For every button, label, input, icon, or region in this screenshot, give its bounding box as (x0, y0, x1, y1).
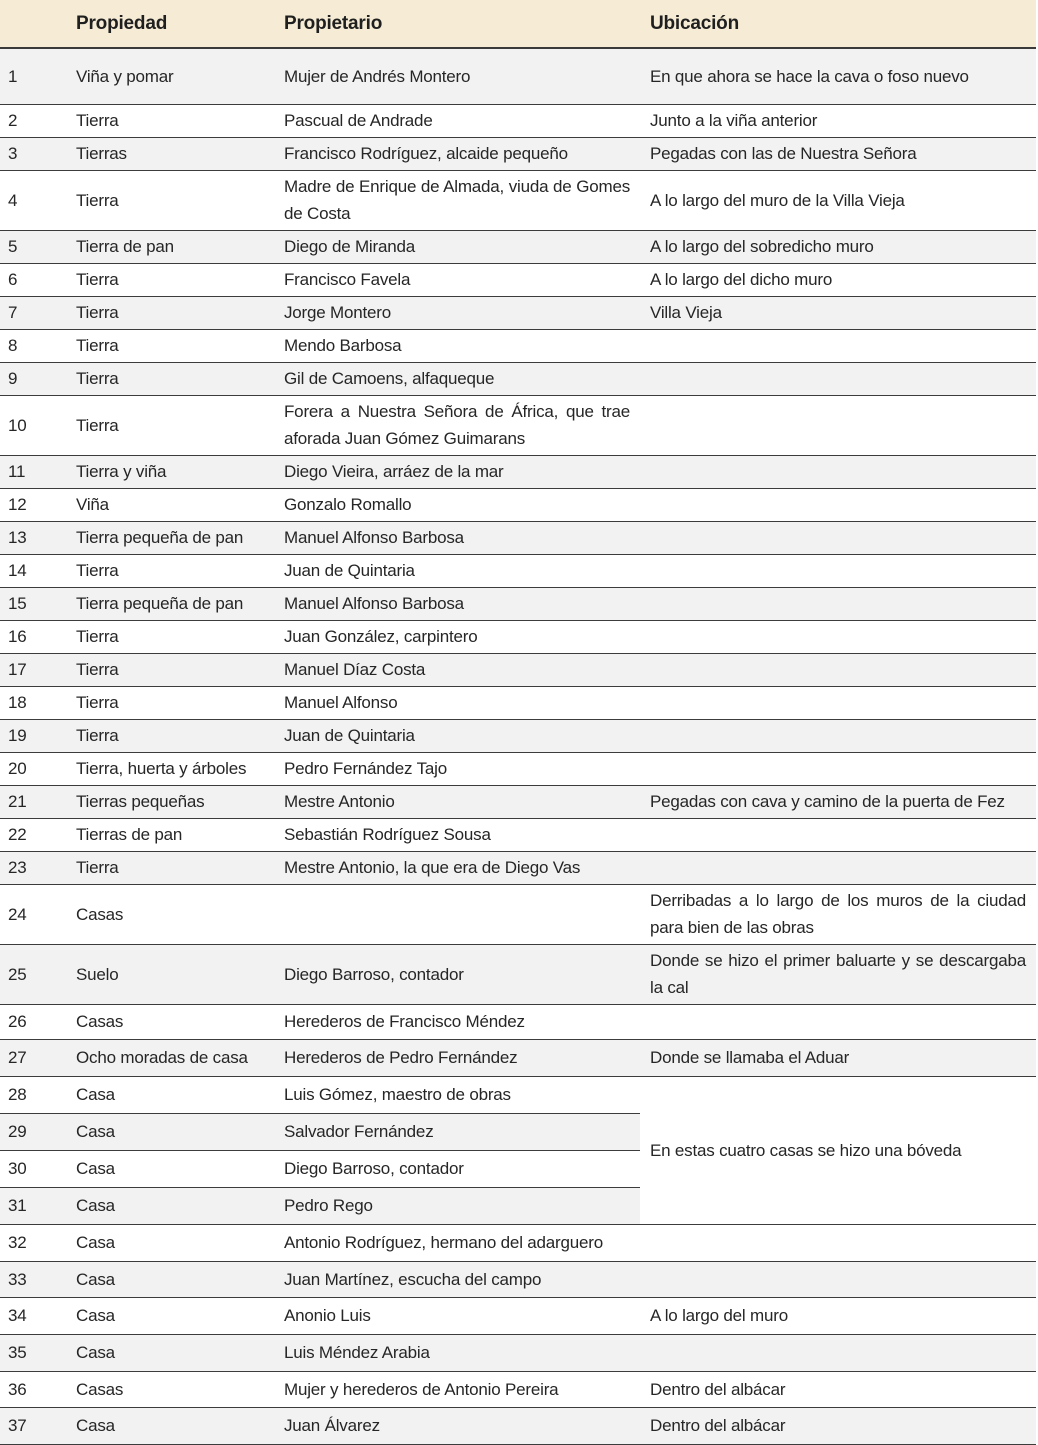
row-owner: Mestre Antonio, la que era de Diego Vas (274, 851, 640, 884)
row-property: Tierra (66, 170, 274, 230)
row-location (640, 653, 1036, 686)
row-number: 27 (0, 1039, 66, 1076)
row-property: Tierra (66, 104, 274, 137)
row-property: Tierra (66, 362, 274, 395)
row-number: 19 (0, 719, 66, 752)
table-row (0, 521, 1036, 554)
row-owner: Gil de Camoens, alfaqueque (274, 362, 640, 395)
row-property: Tierra (66, 263, 274, 296)
row-location (640, 1004, 1036, 1039)
table-row (0, 1371, 1036, 1407)
row-owner: Manuel Díaz Costa (274, 653, 640, 686)
row-number: 28 (0, 1076, 66, 1113)
row-number: 24 (0, 884, 66, 944)
table-row (0, 296, 1036, 329)
row-location: A lo largo del muro (640, 1297, 1036, 1334)
row-owner: Luis Méndez Arabia (274, 1334, 640, 1371)
table-row (0, 1297, 1036, 1334)
row-property: Casa (66, 1407, 274, 1444)
table-row (0, 104, 1036, 137)
row-number: 13 (0, 521, 66, 554)
row-owner: Herederos de Pedro Fernández (274, 1039, 640, 1076)
row-owner: Francisco Rodríguez, alcaide pequeño (274, 137, 640, 170)
row-number: 31 (0, 1187, 66, 1224)
row-owner: Luis Gómez, maestro de obras (274, 1076, 640, 1113)
row-owner: Juan Martínez, escucha del campo (274, 1261, 640, 1297)
row-number: 22 (0, 818, 66, 851)
row-owner: Mujer de Andrés Montero (274, 48, 640, 104)
row-location: Pegadas con las de Nuestra Señora (640, 137, 1036, 170)
table-row (0, 362, 1036, 395)
table-row (0, 587, 1036, 620)
row-location (640, 587, 1036, 620)
row-location (640, 686, 1036, 719)
row-property: Casas (66, 884, 274, 944)
row-number: 26 (0, 1004, 66, 1039)
row-location (640, 851, 1036, 884)
row-owner: Sebastián Rodríguez Sousa (274, 818, 640, 851)
row-number: 3 (0, 137, 66, 170)
row-property: Tierra (66, 653, 274, 686)
row-property: Casa (66, 1076, 274, 1113)
row-location: Villa Vieja (640, 296, 1036, 329)
row-property: Tierra de pan (66, 230, 274, 263)
table-row (0, 686, 1036, 719)
row-property: Casas (66, 1371, 274, 1407)
row-owner: Juan Álvarez (274, 1407, 640, 1444)
row-owner: Pedro Fernández Tajo (274, 752, 640, 785)
table-row (0, 1334, 1036, 1371)
row-owner: Herederos de Francisco Méndez (274, 1004, 640, 1039)
row-number: 6 (0, 263, 66, 296)
row-owner: Juan de Quintaria (274, 719, 640, 752)
row-location: Junto a la viña anterior (640, 104, 1036, 137)
row-location (640, 1261, 1036, 1297)
row-owner: Diego Barroso, contador (274, 1150, 640, 1187)
row-owner: Antonio Rodríguez, hermano del adarguero (274, 1224, 640, 1261)
row-property: Tierra (66, 686, 274, 719)
table-row (0, 719, 1036, 752)
row-location (640, 329, 1036, 362)
row-number: 18 (0, 686, 66, 719)
row-number: 17 (0, 653, 66, 686)
table-row (0, 170, 1036, 230)
row-property: Tierra (66, 620, 274, 653)
row-property: Casa (66, 1150, 274, 1187)
table-row (0, 1261, 1036, 1297)
row-location: En que ahora se hace la cava o foso nuevo (640, 48, 1036, 104)
row-number: 14 (0, 554, 66, 587)
row-owner: Jorge Montero (274, 296, 640, 329)
row-owner: Mestre Antonio (274, 785, 640, 818)
row-owner: Forera a Nuestra Señora de África, que trae aforada Juan Gómez Guimarans (274, 395, 640, 455)
table-row (0, 785, 1036, 818)
row-owner: Mendo Barbosa (274, 329, 640, 362)
row-property: Ocho moradas de casa (66, 1039, 274, 1076)
row-owner: Francisco Favela (274, 263, 640, 296)
row-location (640, 1334, 1036, 1371)
header-location: Ubicación (640, 0, 1036, 48)
row-property: Tierra (66, 296, 274, 329)
row-number: 2 (0, 104, 66, 137)
row-number: 37 (0, 1407, 66, 1444)
table-row (0, 752, 1036, 785)
row-location: Donde se llamaba el Aduar (640, 1039, 1036, 1076)
row-owner: Diego Vieira, arráez de la mar (274, 455, 640, 488)
row-number: 10 (0, 395, 66, 455)
row-number: 12 (0, 488, 66, 521)
table-row (0, 620, 1036, 653)
row-location: A lo largo del muro de la Villa Vieja (640, 170, 1036, 230)
row-property: Casa (66, 1224, 274, 1261)
table-row (0, 395, 1036, 455)
header-num (0, 0, 66, 48)
row-location (640, 554, 1036, 587)
row-number: 5 (0, 230, 66, 263)
table-row (0, 944, 1036, 1004)
row-owner: Salvador Fernández (274, 1113, 640, 1150)
row-property: Tierra pequeña de pan (66, 521, 274, 554)
row-number: 21 (0, 785, 66, 818)
row-owner: Mujer y herederos de Antonio Pereira (274, 1371, 640, 1407)
table-row (0, 653, 1036, 686)
row-property: Viña y pomar (66, 48, 274, 104)
row-location: Donde se hizo el primer baluarte y se descargaba la cal (640, 944, 1036, 1004)
row-number: 15 (0, 587, 66, 620)
row-property: Tierras (66, 137, 274, 170)
row-property: Tierra (66, 329, 274, 362)
row-owner: Juan de Quintaria (274, 554, 640, 587)
row-location (640, 719, 1036, 752)
row-property: Casa (66, 1334, 274, 1371)
row-location: Dentro del albácar (640, 1371, 1036, 1407)
row-number: 32 (0, 1224, 66, 1261)
row-number: 20 (0, 752, 66, 785)
table-row (0, 488, 1036, 521)
row-location: Derribadas a lo largo de los muros de la ciudad para bien de las obras (640, 884, 1036, 944)
row-number: 36 (0, 1371, 66, 1407)
table-row (0, 851, 1036, 884)
row-number: 23 (0, 851, 66, 884)
row-location: A lo largo del sobredicho muro (640, 230, 1036, 263)
row-number: 34 (0, 1297, 66, 1334)
row-property: Tierra (66, 554, 274, 587)
table-row (0, 818, 1036, 851)
row-property: Casa (66, 1113, 274, 1150)
row-owner: Madre de Enrique de Almada, viuda de Gomes de Costa (274, 170, 640, 230)
row-owner: Gonzalo Romallo (274, 488, 640, 521)
row-owner: Manuel Alfonso Barbosa (274, 521, 640, 554)
table-row (0, 1224, 1036, 1261)
row-owner: Pedro Rego (274, 1187, 640, 1224)
row-number: 30 (0, 1150, 66, 1187)
table-row (0, 554, 1036, 587)
row-property: Viña (66, 488, 274, 521)
row-number: 16 (0, 620, 66, 653)
row-location (640, 488, 1036, 521)
row-location-merged: En estas cuatro casas se hizo una bóveda (640, 1076, 1036, 1224)
row-location (640, 818, 1036, 851)
row-property: Tierra y viña (66, 455, 274, 488)
header-owner: Propietario (274, 0, 640, 48)
header-property: Propiedad (66, 0, 274, 48)
row-number: 35 (0, 1334, 66, 1371)
table-header-row (0, 0, 1036, 48)
row-property: Tierras pequeñas (66, 785, 274, 818)
row-owner: Diego de Miranda (274, 230, 640, 263)
row-property: Tierra (66, 719, 274, 752)
table-row (0, 230, 1036, 263)
row-property: Tierra, huerta y árboles (66, 752, 274, 785)
row-owner: Pascual de Andrade (274, 104, 640, 137)
row-number: 4 (0, 170, 66, 230)
row-location (640, 395, 1036, 455)
row-owner: Anonio Luis (274, 1297, 640, 1334)
table-row (0, 48, 1036, 104)
row-property: Casa (66, 1297, 274, 1334)
row-location (640, 362, 1036, 395)
table-row (0, 884, 1036, 944)
table-row (0, 263, 1036, 296)
row-location: Pegadas con cava y camino de la puerta de Fez (640, 785, 1036, 818)
table-row (0, 1076, 1036, 1113)
row-location: Dentro del albácar (640, 1407, 1036, 1444)
table-row (0, 137, 1036, 170)
row-property: Tierra pequeña de pan (66, 587, 274, 620)
table-row (0, 1039, 1036, 1076)
row-number: 29 (0, 1113, 66, 1150)
row-owner: Juan González, carpintero (274, 620, 640, 653)
row-number: 7 (0, 296, 66, 329)
row-number: 9 (0, 362, 66, 395)
row-number: 33 (0, 1261, 66, 1297)
row-property: Casa (66, 1261, 274, 1297)
table-row (0, 329, 1036, 362)
row-owner (274, 884, 640, 944)
row-property: Suelo (66, 944, 274, 1004)
row-property: Tierras de pan (66, 818, 274, 851)
row-location (640, 752, 1036, 785)
table-row (0, 1004, 1036, 1039)
row-property: Casa (66, 1187, 274, 1224)
row-owner: Diego Barroso, contador (274, 944, 640, 1004)
row-location (640, 620, 1036, 653)
row-number: 25 (0, 944, 66, 1004)
row-location (640, 521, 1036, 554)
row-location (640, 455, 1036, 488)
row-number: 1 (0, 48, 66, 104)
row-property: Casas (66, 1004, 274, 1039)
row-owner: Manuel Alfonso (274, 686, 640, 719)
table-row (0, 1407, 1036, 1444)
row-owner: Manuel Alfonso Barbosa (274, 587, 640, 620)
row-location (640, 1224, 1036, 1261)
row-property: Tierra (66, 851, 274, 884)
row-number: 11 (0, 455, 66, 488)
table-row (0, 455, 1036, 488)
row-number: 8 (0, 329, 66, 362)
row-location: A lo largo del dicho muro (640, 263, 1036, 296)
row-property: Tierra (66, 395, 274, 455)
